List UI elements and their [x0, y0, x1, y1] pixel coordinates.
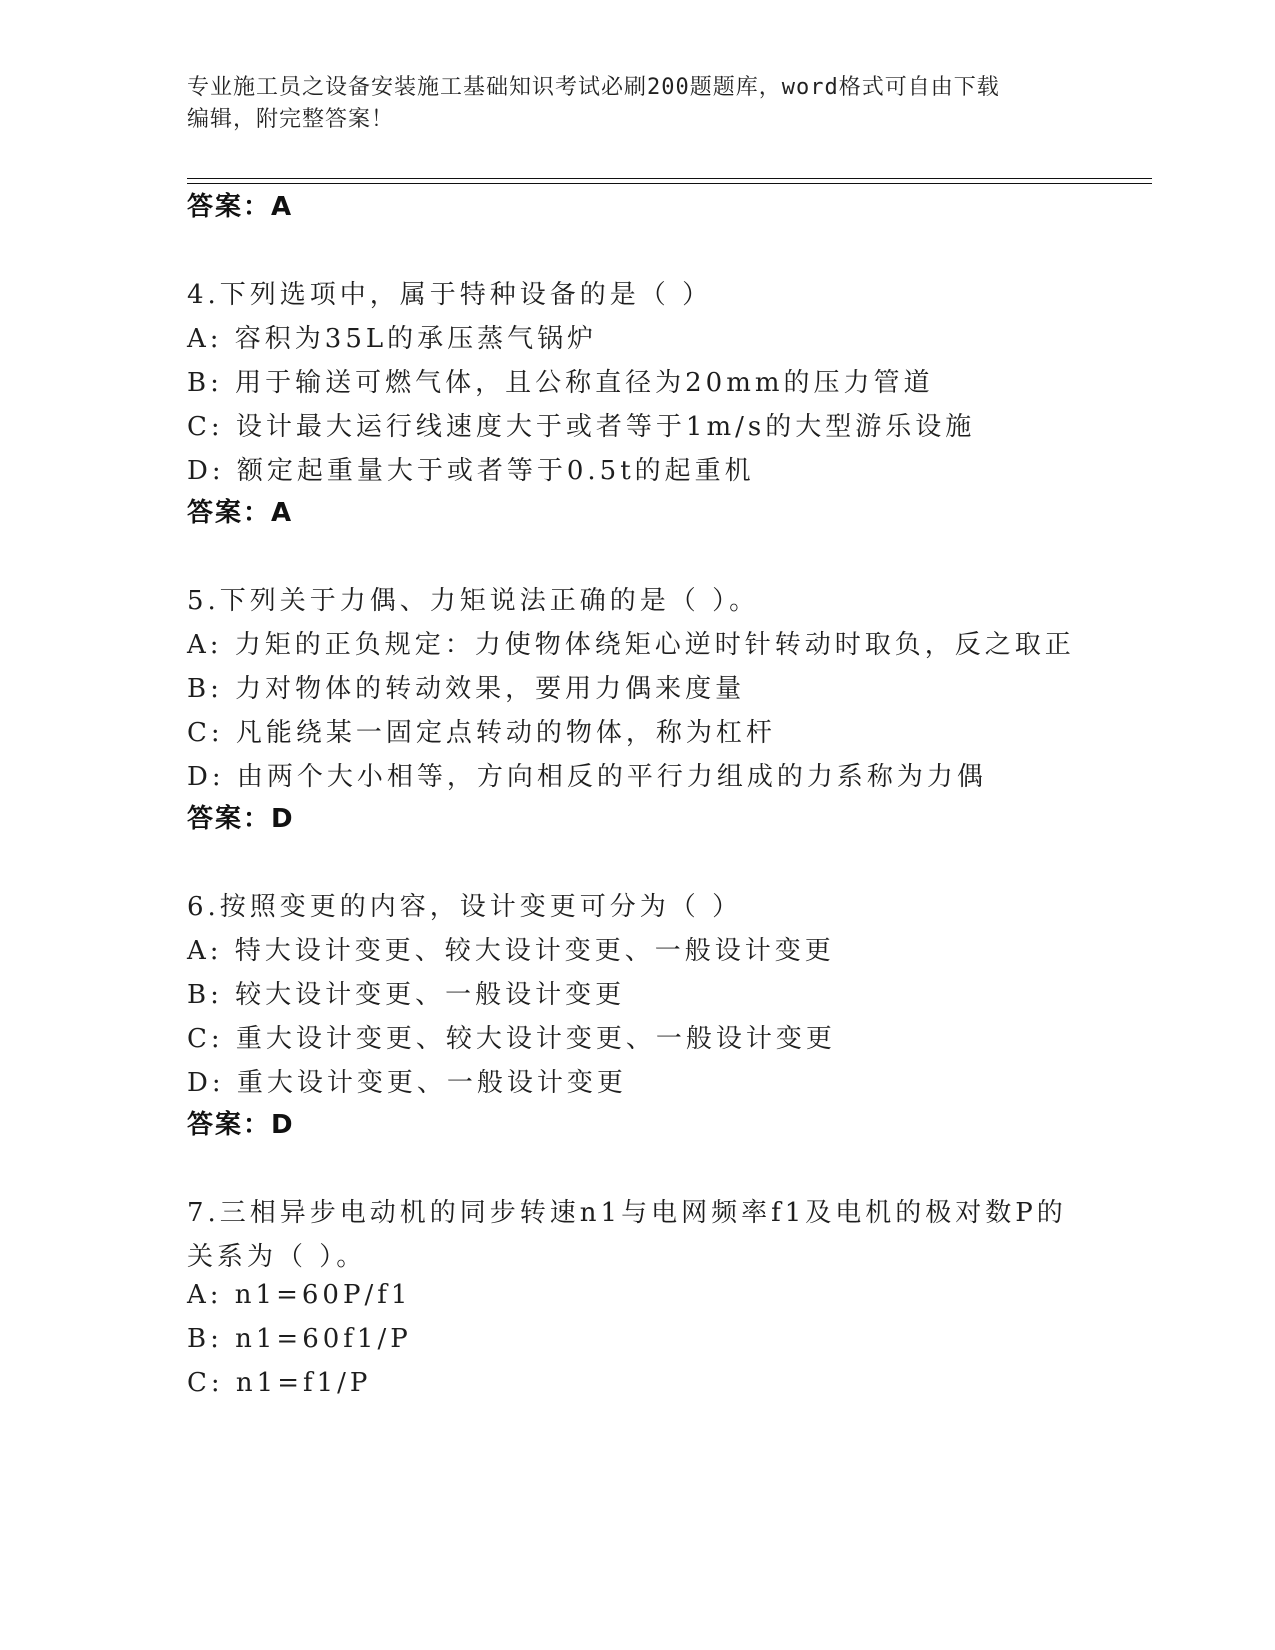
question-5-answer: 答案：D	[187, 804, 295, 834]
header-divider-bottom	[187, 183, 1152, 184]
header-title-line-2: 编辑，附完整答案！	[187, 107, 395, 132]
question-5-option-c: C: 凡能绕某一固定点转动的物体，称为杠杆	[187, 718, 776, 748]
question-7-stem-line-1: 7.三相异步电动机的同步转速n1与电网频率f1及电机的极对数P的	[187, 1198, 1067, 1228]
document-header	[187, 72, 1067, 136]
question-4-option-d: D: 额定起重量大于或者等于0.5t的起重机	[187, 456, 755, 486]
question-4-option-c: C: 设计最大运行线速度大于或者等于1m/s的大型游乐设施	[187, 412, 976, 442]
question-6-answer: 答案：D	[187, 1110, 295, 1140]
previous-answer: 答案：A	[187, 192, 294, 222]
question-7-stem-line-2: 关系为（ ）。	[187, 1242, 367, 1272]
question-5-option-b: B: 力对物体的转动效果，要用力偶来度量	[187, 674, 746, 704]
question-6-option-b: B: 较大设计变更、一般设计变更	[187, 980, 626, 1010]
question-7-option-b: B: n1=60f1/P	[187, 1324, 412, 1354]
question-6-option-c: C: 重大设计变更、较大设计变更、一般设计变更	[187, 1024, 836, 1054]
question-6-stem: 6.按照变更的内容，设计变更可分为（ ）	[187, 892, 743, 922]
question-5-option-d: D: 由两个大小相等，方向相反的平行力组成的力系称为力偶	[187, 762, 987, 792]
question-4-option-a: A: 容积为35L的承压蒸气锅炉	[187, 324, 598, 354]
question-6-option-d: D: 重大设计变更、一般设计变更	[187, 1068, 627, 1098]
question-5-stem: 5.下列关于力偶、力矩说法正确的是（ ）。	[187, 586, 760, 616]
question-7-option-a: A: n1=60P/f1	[187, 1280, 412, 1310]
header-title-line-1: 专业施工员之设备安装施工基础知识考试必刷200题题库，word格式可自由下载	[187, 75, 1000, 100]
question-7-option-c: C: n1=f1/P	[187, 1368, 372, 1398]
question-4-answer: 答案：A	[187, 498, 294, 528]
header-divider-top	[187, 178, 1152, 179]
question-4-option-b: B: 用于输送可燃气体，且公称直径为20mm的压力管道	[187, 368, 934, 398]
question-4-stem: 4.下列选项中，属于特种设备的是（ ）	[187, 280, 713, 310]
question-6-option-a: A: 特大设计变更、较大设计变更、一般设计变更	[187, 936, 835, 966]
question-5-option-a: A: 力矩的正负规定：力使物体绕矩心逆时针转动时取负，反之取正	[187, 630, 1075, 660]
